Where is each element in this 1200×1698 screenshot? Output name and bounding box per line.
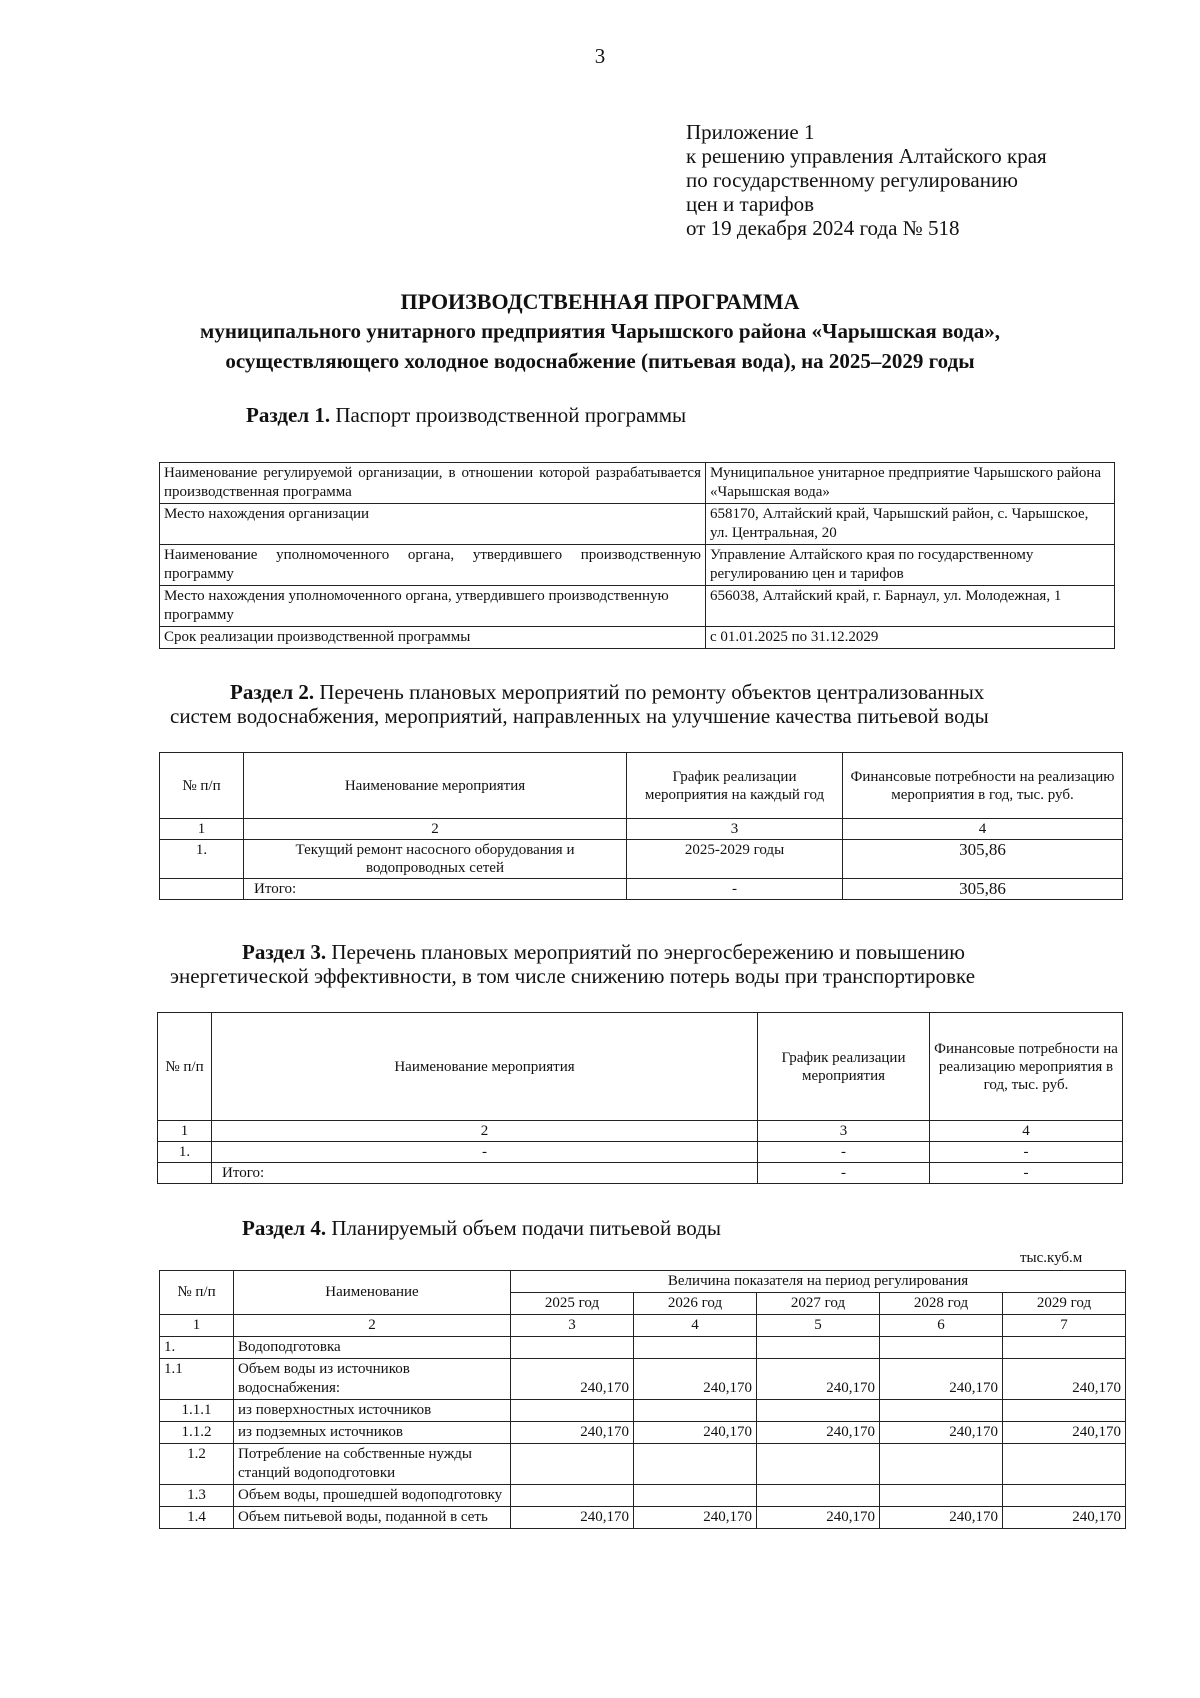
table-row [160, 627, 1115, 649]
row-value [1003, 1485, 1126, 1507]
col-number: 2 [212, 1121, 758, 1142]
row-value: 240,170 [880, 1422, 1003, 1444]
table-row [160, 1422, 1126, 1444]
total-schedule: - [627, 879, 843, 900]
col-header-name: Наименование мероприятия [212, 1013, 758, 1121]
col-header-name: Наименование мероприятия [244, 753, 627, 819]
section4-label: Раздел 4. [242, 1216, 327, 1240]
passport-name-cell: Наименование регулируемой организации, в отношении которой разрабатывается производственная программа [160, 463, 706, 504]
units-label: тыс.куб.м [1020, 1250, 1083, 1266]
row-num: 1. [158, 1142, 212, 1163]
passport-name-cell: Срок реализации производственной программы [160, 627, 706, 649]
col-number: 3 [511, 1315, 634, 1337]
title-line-3: осуществляющего холодное водоснабжение (питьевая вода), на 2025–2029 годы [225, 349, 975, 373]
total-row [160, 879, 1123, 900]
total-label: Итого: [244, 879, 627, 900]
row-value [634, 1444, 757, 1485]
table-header-row [158, 1013, 1123, 1121]
col-number: 6 [880, 1315, 1003, 1337]
table-row [160, 545, 1115, 586]
row-value [880, 1400, 1003, 1422]
total-row [158, 1163, 1123, 1184]
row-value [1003, 1337, 1126, 1359]
row-value [1003, 1400, 1126, 1422]
total-empty-cell [158, 1163, 212, 1184]
row-value [511, 1485, 634, 1507]
table-row [160, 840, 1123, 879]
row-value [634, 1337, 757, 1359]
row-value: 240,170 [1003, 1507, 1126, 1529]
title-main: ПРОИЗВОДСТВЕННАЯ ПРОГРАММА [400, 289, 800, 314]
row-value: 240,170 [757, 1359, 880, 1400]
row-value: 240,170 [1003, 1359, 1126, 1400]
row-value: 240,170 [634, 1359, 757, 1400]
section4-title: Планируемый объем подачи питьевой воды [331, 1216, 721, 1240]
row-schedule: 2025-2029 годы [627, 840, 843, 879]
table-row [160, 586, 1115, 627]
col-number: 4 [843, 819, 1123, 840]
row-name: Текущий ремонт насосного оборудования и водопроводных сетей [244, 840, 627, 879]
energy-measures-table [157, 1012, 1123, 1184]
appendix-block [686, 120, 1047, 240]
col-header-num: № п/п [160, 1271, 234, 1315]
row-value [880, 1485, 1003, 1507]
row-num: 1.1 [160, 1359, 234, 1400]
passport-value-cell: с 01.01.2025 по 31.12.2029 [706, 627, 1115, 649]
row-num: 1.1.2 [160, 1422, 234, 1444]
col-number: 3 [758, 1121, 930, 1142]
row-value: 240,170 [511, 1422, 634, 1444]
row-value: 240,170 [634, 1422, 757, 1444]
row-value: 240,170 [880, 1507, 1003, 1529]
column-number-row [160, 1315, 1126, 1337]
row-value [880, 1337, 1003, 1359]
year-header: 2026 год [634, 1293, 757, 1315]
row-value: 240,170 [1003, 1422, 1126, 1444]
table-row [160, 1507, 1126, 1529]
total-cost: - [930, 1163, 1123, 1184]
passport-value-cell: Муниципальное унитарное предприятие Чарышского района «Чарышская вода» [706, 463, 1115, 504]
title-line-2: муниципального унитарного предприятия Чарышского района «Чарышская вода», [200, 319, 1000, 343]
row-value [757, 1485, 880, 1507]
col-number: 1 [158, 1121, 212, 1142]
passport-value-cell: 656038, Алтайский край, г. Барнаул, ул. Молодежная, 1 [706, 586, 1115, 627]
total-cost: 305,86 [843, 879, 1123, 900]
passport-name-cell: Наименование уполномоченного органа, утвердившего производственную программу [160, 545, 706, 586]
passport-table [159, 462, 1115, 649]
page-number: 3 [594, 44, 606, 68]
col-header-num: № п/п [160, 753, 244, 819]
table-header-row [160, 1271, 1126, 1293]
passport-name-cell: Место нахождения уполномоченного органа, утвердившего производственную программу [160, 586, 706, 627]
col-number: 7 [1003, 1315, 1126, 1337]
column-number-row [158, 1121, 1123, 1142]
row-name: из поверхностных источников [234, 1400, 511, 1422]
appendix-line: Приложение 1 [686, 120, 815, 144]
year-header: 2025 год [511, 1293, 634, 1315]
row-cost: - [930, 1142, 1123, 1163]
row-name: Водоподготовка [234, 1337, 511, 1359]
year-header: 2027 год [757, 1293, 880, 1315]
row-num: 1. [160, 840, 244, 879]
appendix-line: цен и тарифов [686, 192, 815, 216]
row-value [757, 1400, 880, 1422]
row-value: 240,170 [757, 1507, 880, 1529]
year-header: 2028 год [880, 1293, 1003, 1315]
table-row [160, 463, 1115, 504]
table-row [158, 1142, 1123, 1163]
col-number: 4 [634, 1315, 757, 1337]
passport-value-cell: 658170, Алтайский край, Чарышский район, с. Чарышское, ул. Центральная, 20 [706, 504, 1115, 545]
col-number: 2 [244, 819, 627, 840]
section1-title: Паспорт производственной программы [335, 403, 687, 427]
water-volume-table [159, 1270, 1126, 1529]
row-name: из подземных источников [234, 1422, 511, 1444]
row-name: Объем воды, прошедшей водоподготовку [234, 1485, 511, 1507]
row-num: 1.2 [160, 1444, 234, 1485]
row-name: - [212, 1142, 758, 1163]
row-name: Объем воды из источников водоснабжения: [234, 1359, 511, 1400]
row-value [757, 1444, 880, 1485]
section3-heading [170, 940, 1110, 988]
total-label: Итого: [212, 1163, 758, 1184]
col-header-schedule: График реализации мероприятия [758, 1013, 930, 1121]
row-num: 1.4 [160, 1507, 234, 1529]
appendix-line: по государственному регулированию [686, 168, 1018, 192]
row-value [511, 1444, 634, 1485]
table-row [160, 1337, 1126, 1359]
section3-label: Раздел 3. [242, 940, 327, 964]
row-value [634, 1485, 757, 1507]
year-header: 2029 год [1003, 1293, 1126, 1315]
table-header-row [160, 753, 1123, 819]
row-schedule: - [758, 1142, 930, 1163]
row-name: Объем питьевой воды, поданной в сеть [234, 1507, 511, 1529]
section1-label: Раздел 1. [246, 403, 331, 427]
row-value: 240,170 [511, 1507, 634, 1529]
row-value [880, 1444, 1003, 1485]
repair-measures-table [159, 752, 1123, 900]
row-num: 1.3 [160, 1485, 234, 1507]
col-number: 1 [160, 1315, 234, 1337]
col-number: 3 [627, 819, 843, 840]
row-cost: 305,86 [843, 840, 1123, 879]
row-value: 240,170 [511, 1359, 634, 1400]
table-row [160, 1359, 1126, 1400]
col-header-name: Наименование [234, 1271, 511, 1315]
passport-name-cell: Место нахождения организации [160, 504, 706, 545]
total-schedule: - [758, 1163, 930, 1184]
section2-title-line2: систем водоснабжения, мероприятий, направленных на улучшение качества питьевой воды [170, 704, 989, 728]
row-value [1003, 1444, 1126, 1485]
section3-heading-line1 [170, 940, 1110, 964]
row-value: 240,170 [880, 1359, 1003, 1400]
col-number: 4 [930, 1121, 1123, 1142]
table-row [160, 1444, 1126, 1485]
row-value [511, 1337, 634, 1359]
col-number: 1 [160, 819, 244, 840]
column-number-row [160, 819, 1123, 840]
document-title [100, 288, 1100, 376]
row-value [511, 1400, 634, 1422]
col-number: 2 [234, 1315, 511, 1337]
row-value [757, 1337, 880, 1359]
section3-title-line2: энергетической эффективности, в том числе снижению потерь воды при транспортировке [170, 964, 976, 988]
passport-value-cell: Управление Алтайского края по государственному регулированию цен и тарифов [706, 545, 1115, 586]
row-value [634, 1400, 757, 1422]
row-num: 1.1.1 [160, 1400, 234, 1422]
section2-heading [170, 680, 1110, 728]
section3-title-line1: Перечень плановых мероприятий по энергосбережению и повышению [331, 940, 965, 964]
table-row [160, 1400, 1126, 1422]
total-empty-cell [160, 879, 244, 900]
section4-heading [242, 1216, 721, 1240]
col-header-group: Величина показателя на период регулирования [511, 1271, 1126, 1293]
col-header-schedule: График реализации мероприятия на каждый год [627, 753, 843, 819]
section1-heading [246, 403, 686, 427]
col-number: 5 [757, 1315, 880, 1337]
row-value: 240,170 [757, 1422, 880, 1444]
section2-title-line1: Перечень плановых мероприятий по ремонту объектов централизованных [319, 680, 985, 704]
section2-heading-line1 [170, 680, 1110, 704]
row-name: Потребление на собственные нужды станций водоподготовки [234, 1444, 511, 1485]
table-row [160, 504, 1115, 545]
col-header-cost: Финансовые потребности на реализацию мероприятия в год, тыс. руб. [843, 753, 1123, 819]
row-num: 1. [160, 1337, 234, 1359]
col-header-num: № п/п [158, 1013, 212, 1121]
col-header-cost: Финансовые потребности на реализацию мероприятия в год, тыс. руб. [930, 1013, 1123, 1121]
row-value: 240,170 [634, 1507, 757, 1529]
appendix-line: от 19 декабря 2024 года № 518 [686, 216, 960, 240]
section2-label: Раздел 2. [230, 680, 315, 704]
appendix-line: к решению управления Алтайского края [686, 144, 1047, 168]
table-row [160, 1485, 1126, 1507]
